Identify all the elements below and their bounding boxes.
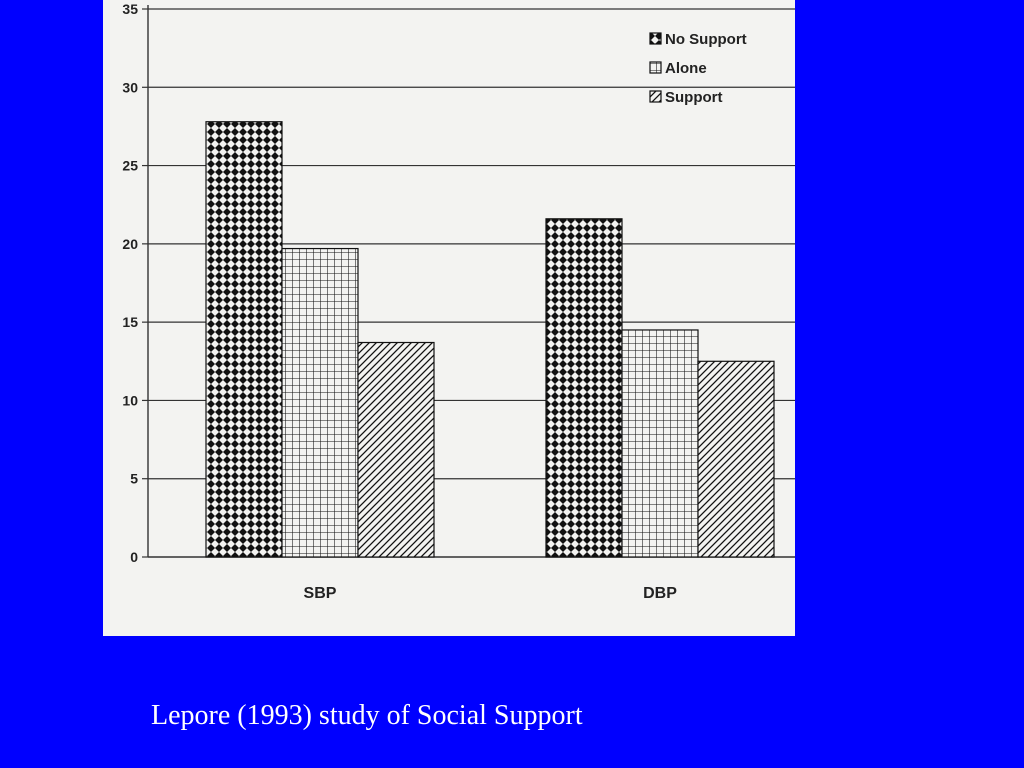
legend-swatch xyxy=(650,62,661,73)
y-tick-label: 20 xyxy=(122,235,138,252)
x-tick-label: SBP xyxy=(303,585,337,602)
bar-no-support-sbp xyxy=(206,122,282,557)
bar-alone-sbp xyxy=(282,249,358,557)
chart-panel xyxy=(103,0,795,636)
bar-no-support-dbp xyxy=(546,219,622,557)
bar-alone-dbp xyxy=(622,330,698,557)
y-tick-label: 10 xyxy=(122,392,138,409)
x-tick-label: DBP xyxy=(643,585,677,602)
legend-label: Alone xyxy=(665,60,707,77)
bar-support-dbp xyxy=(698,361,774,557)
y-tick-label: 25 xyxy=(122,157,138,174)
y-tick-label: 5 xyxy=(130,470,138,487)
y-tick-label: 35 xyxy=(122,1,138,17)
y-tick-label: 15 xyxy=(122,314,138,331)
legend-swatch xyxy=(650,33,661,44)
legend-label: Support xyxy=(665,89,723,106)
legend-label: No Support xyxy=(665,31,747,48)
slide-caption: Lepore (1993) study of Social Support xyxy=(151,700,583,731)
bar-support-sbp xyxy=(358,342,434,557)
bars xyxy=(206,122,774,557)
y-tick-label: 0 xyxy=(130,549,138,565)
legend xyxy=(650,31,747,106)
bar-chart xyxy=(103,0,795,636)
y-tick-label: 30 xyxy=(122,79,138,96)
legend-swatch xyxy=(650,91,661,102)
